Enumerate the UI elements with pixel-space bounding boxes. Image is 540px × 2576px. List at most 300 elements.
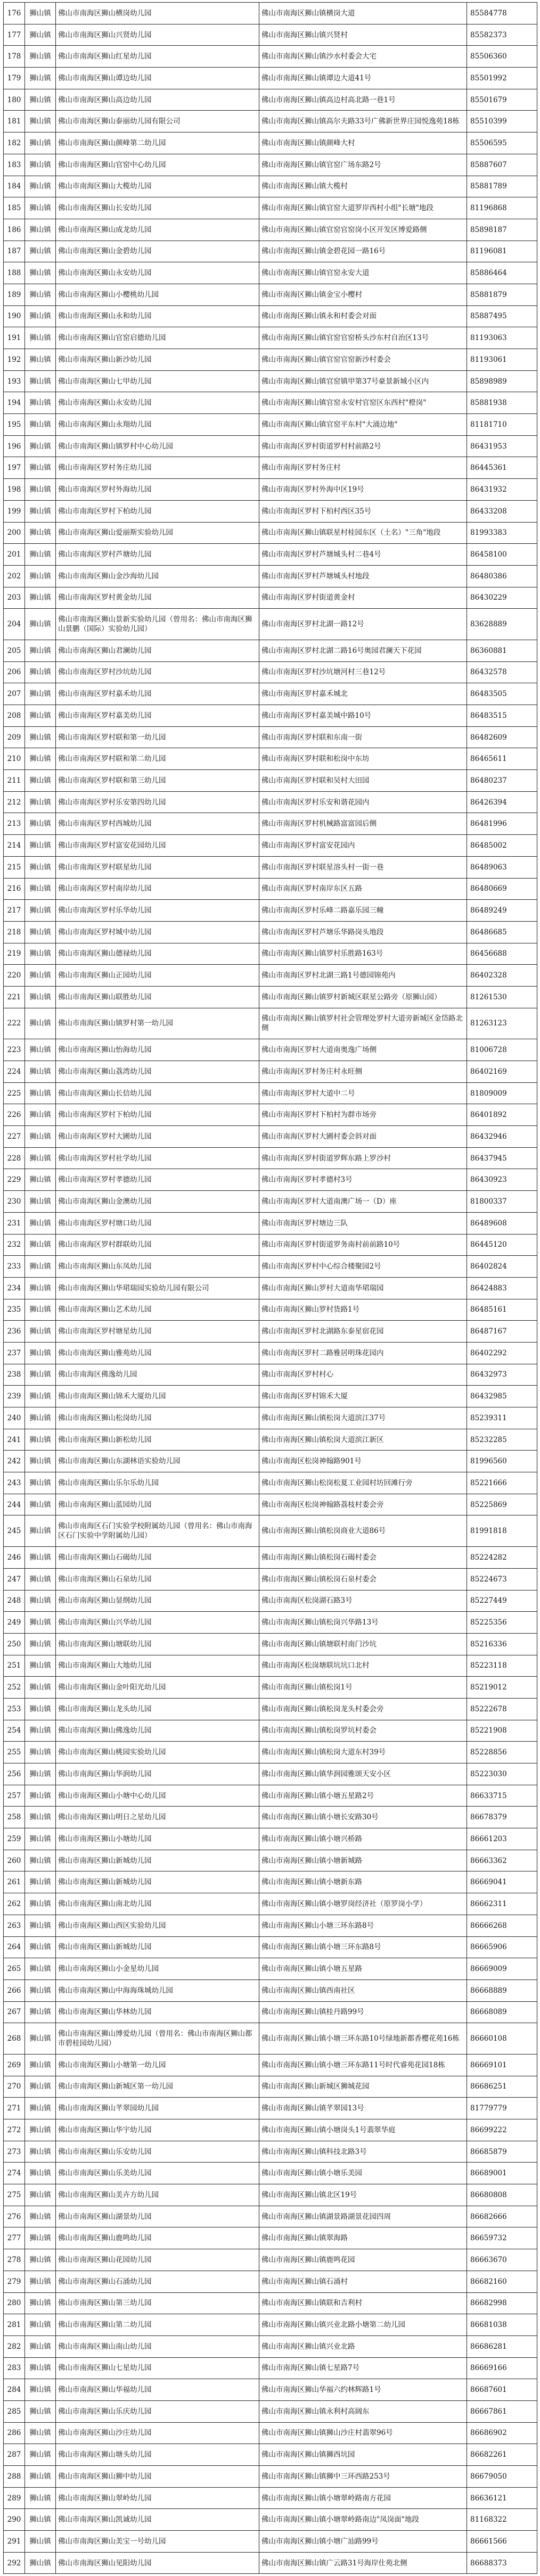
town-cell: 狮山镇 xyxy=(25,1698,56,1720)
town-cell: 狮山镇 xyxy=(25,2292,56,2314)
kindergarten-name: 佛山市南海区狮山见阳幼儿园 xyxy=(56,2552,259,2574)
kindergarten-name: 佛山市南海区狮山第三幼儿园 xyxy=(56,2292,259,2314)
kindergarten-address: 佛山市南海区狮山镇小塘三环东路11号时代睿苑花园18栋 xyxy=(259,2054,467,2076)
phone-number: 81196081 xyxy=(467,241,537,262)
phone-number: 85227449 xyxy=(467,1590,537,1612)
kindergarten-address: 佛山市南海区狮山镇科技北路3号 xyxy=(259,2141,467,2163)
town-cell: 狮山镇 xyxy=(25,111,56,132)
kindergarten-address: 佛山市南海区狮山镇小塘五星路 xyxy=(259,1958,467,1980)
town-cell: 狮山镇 xyxy=(25,2054,56,2076)
kindergarten-address: 佛山市南海区狮山镇松岗石泉村委会 xyxy=(259,1568,467,1590)
kindergarten-name: 佛山市南海区狮山怡海幼儿园 xyxy=(56,1039,259,1061)
kindergarten-address: 佛山市南海区狮山镇石涌村 xyxy=(259,2271,467,2292)
row-number: 263 xyxy=(4,1915,25,1936)
kindergarten-address: 佛山市南海区罗村芦塘乐华路岗头地段 xyxy=(259,921,467,943)
town-cell: 狮山镇 xyxy=(25,2271,56,2292)
town-cell: 狮山镇 xyxy=(25,1871,56,1893)
row-number: 242 xyxy=(4,1451,25,1472)
phone-number: 86486685 xyxy=(467,921,537,943)
row-number: 216 xyxy=(4,878,25,900)
phone-number: 86402169 xyxy=(467,1061,537,1083)
kindergarten-name: 佛山市南海区狮山新城幼儿园 xyxy=(56,1936,259,1958)
phone-number: 86431932 xyxy=(467,479,537,501)
table-row xyxy=(4,500,537,522)
table-row xyxy=(4,479,537,501)
phone-number: 86663670 xyxy=(467,2249,537,2271)
row-number: 228 xyxy=(4,1147,25,1169)
row-number: 195 xyxy=(4,414,25,436)
table-row xyxy=(4,2227,537,2249)
kindergarten-address: 佛山市南海区狮山镇官窑永安村官窑区东西村"橙岗" xyxy=(259,392,467,414)
row-number: 287 xyxy=(4,2444,25,2466)
kindergarten-address: 佛山市南海区罗村嘉美城中路10号 xyxy=(259,705,467,727)
kindergarten-name: 佛山市南海区狮山松岗幼儿园 xyxy=(56,1407,259,1429)
table-row xyxy=(4,705,537,727)
town-cell: 狮山镇 xyxy=(25,1212,56,1234)
kindergarten-name: 佛山市南海区佛逸幼儿园 xyxy=(56,1364,259,1386)
row-number: 276 xyxy=(4,2206,25,2227)
table-row xyxy=(4,921,537,943)
kindergarten-name: 佛山市南海区石门实验学校附属幼儿园（曾用名：佛山市南海区石门实验中学附属幼儿园） xyxy=(56,1515,259,1547)
row-number: 203 xyxy=(4,587,25,609)
town-cell: 狮山镇 xyxy=(25,1850,56,1871)
row-number: 182 xyxy=(4,132,25,154)
kindergarten-address: 佛山市南海区罗村北湖路东泰星宿花园 xyxy=(259,1321,467,1343)
table-row xyxy=(4,2271,537,2292)
phone-number: 86682261 xyxy=(467,2444,537,2466)
table-row xyxy=(4,435,537,457)
table-row xyxy=(4,900,537,922)
phone-number: 85219012 xyxy=(467,1677,537,1699)
kindergarten-name: 佛山市南海区狮山芊翠园幼儿园 xyxy=(56,2098,259,2119)
phone-number: 86430923 xyxy=(467,1169,537,1191)
phone-number: 86432946 xyxy=(467,1126,537,1148)
table-row xyxy=(4,1061,537,1083)
row-number: 226 xyxy=(4,1104,25,1126)
table-row xyxy=(4,2466,537,2488)
town-cell: 狮山镇 xyxy=(25,900,56,922)
row-number: 269 xyxy=(4,2054,25,2076)
kindergarten-name: 佛山市南海区罗村西城幼儿园 xyxy=(56,813,259,835)
kindergarten-address: 佛山市南海区狮山镇松岗1号 xyxy=(259,1677,467,1699)
table-row xyxy=(4,2552,537,2574)
phone-number: 86489063 xyxy=(467,856,537,878)
row-number: 240 xyxy=(4,1407,25,1429)
kindergarten-address: 佛山市南海区狮山松岗松夏工业园村坊回滩行旁 xyxy=(259,1472,467,1494)
phone-number: 86445361 xyxy=(467,457,537,479)
row-number: 221 xyxy=(4,986,25,1008)
kindergarten-address: 佛山市南海区罗村街道罗村村前路2号 xyxy=(259,435,467,457)
kindergarten-address: 佛山市南海区狮山镇松岗大道东村39号 xyxy=(259,1742,467,1763)
table-row xyxy=(4,1893,537,1915)
kindergarten-name: 佛山市南海区狮山新城幼儿园 xyxy=(56,1850,259,1871)
row-number: 273 xyxy=(4,2141,25,2163)
row-number: 285 xyxy=(4,2400,25,2422)
town-cell: 狮山镇 xyxy=(25,1720,56,1742)
phone-number: 86660108 xyxy=(467,2023,537,2055)
phone-number: 86663362 xyxy=(467,1850,537,1871)
table-row xyxy=(4,1472,537,1494)
row-number: 215 xyxy=(4,856,25,878)
row-number: 222 xyxy=(4,1008,25,1039)
town-cell: 狮山镇 xyxy=(25,1547,56,1569)
kindergarten-name: 佛山市南海区狮山中海海珠城幼儿园 xyxy=(56,1979,259,2001)
phone-number: 81181710 xyxy=(467,414,537,436)
phone-number: 86481996 xyxy=(467,813,537,835)
town-cell: 狮山镇 xyxy=(25,2001,56,2023)
kindergarten-address: 佛山市南海区罗村联和东南一街 xyxy=(259,726,467,748)
town-cell: 狮山镇 xyxy=(25,1008,56,1039)
kindergarten-name: 佛山市南海区狮山荔湾幼儿园 xyxy=(56,1061,259,1083)
row-number: 265 xyxy=(4,1958,25,1980)
town-cell: 狮山镇 xyxy=(25,1568,56,1590)
phone-number: 86487167 xyxy=(467,1321,537,1343)
table-row xyxy=(4,176,537,197)
kindergarten-name: 佛山市南海区狮山镇罗村第一幼儿园 xyxy=(56,1008,259,1039)
kindergarten-name: 佛山市南海区狮山金叶阳光幼儿园 xyxy=(56,1677,259,1699)
kindergarten-name: 佛山市南海区狮山兴贤幼儿园 xyxy=(56,24,259,46)
table-row xyxy=(4,748,537,770)
table-row xyxy=(4,522,537,544)
town-cell: 狮山镇 xyxy=(25,1147,56,1169)
row-number: 178 xyxy=(4,46,25,68)
phone-number: 86360881 xyxy=(467,640,537,661)
kindergarten-name: 佛山市南海区狮山南北幼儿园 xyxy=(56,1893,259,1915)
town-cell: 狮山镇 xyxy=(25,878,56,900)
kindergarten-name: 佛山市南海区狮山景新实验幼儿园（曾用名：佛山市南海区狮山景鹏（国际）实验幼儿园） xyxy=(56,609,259,640)
phone-number: 86432973 xyxy=(467,1364,537,1386)
town-cell: 狮山镇 xyxy=(25,1061,56,1083)
row-number: 224 xyxy=(4,1061,25,1083)
phone-number: 86489608 xyxy=(467,1212,537,1234)
kindergarten-name: 佛山市南海区狮山大榄幼儿园 xyxy=(56,176,259,197)
kindergarten-name: 佛山市南海区罗村塘星幼儿园 xyxy=(56,1321,259,1343)
kindergarten-name: 佛山市南海区狮山金澳幼儿园 xyxy=(56,1191,259,1213)
kindergarten-address: 佛山市南海区罗村富安花园内 xyxy=(259,835,467,857)
kindergarten-address: 佛山市南海区罗村街道黄金村 xyxy=(259,587,467,609)
town-cell: 狮山镇 xyxy=(25,1256,56,1278)
phone-number: 86485161 xyxy=(467,1299,537,1321)
phone-number: 86685879 xyxy=(467,2141,537,2163)
row-number: 229 xyxy=(4,1169,25,1191)
table-row xyxy=(4,1451,537,1472)
kindergarten-address: 佛山市南海区狮山镇松岗龙头村委会旁 xyxy=(259,1698,467,1720)
phone-number: 81193061 xyxy=(467,349,537,371)
kindergarten-address: 佛山市南海区狮山镇永和村委会对面 xyxy=(259,305,467,327)
table-row xyxy=(4,2098,537,2119)
kindergarten-address: 佛山市南海区罗村锦禾大厦 xyxy=(259,1386,467,1407)
row-number: 290 xyxy=(4,2509,25,2531)
town-cell: 狮山镇 xyxy=(25,726,56,748)
row-number: 212 xyxy=(4,791,25,813)
table-row xyxy=(4,327,537,349)
table-row xyxy=(4,726,537,748)
kindergarten-name: 佛山市南海区罗村沙坑幼儿园 xyxy=(56,661,259,683)
row-number: 196 xyxy=(4,435,25,457)
row-number: 223 xyxy=(4,1039,25,1061)
kindergarten-address: 佛山市南海区罗村芦塘城头村二巷4号 xyxy=(259,544,467,566)
table-row xyxy=(4,2076,537,2098)
table-row xyxy=(4,1212,537,1234)
table-row xyxy=(4,770,537,792)
town-cell: 狮山镇 xyxy=(25,1958,56,1980)
table-row xyxy=(4,1785,537,1807)
row-number: 188 xyxy=(4,262,25,284)
table-row xyxy=(4,24,537,46)
row-number: 193 xyxy=(4,370,25,392)
town-cell: 狮山镇 xyxy=(25,2422,56,2444)
table-row xyxy=(4,241,537,262)
kindergarten-name: 佛山市南海区罗村社学幼儿园 xyxy=(56,1147,259,1169)
row-number: 200 xyxy=(4,522,25,544)
phone-number: 86667861 xyxy=(467,2400,537,2422)
town-cell: 狮山镇 xyxy=(25,1936,56,1958)
row-number: 280 xyxy=(4,2292,25,2314)
row-number: 213 xyxy=(4,813,25,835)
kindergarten-address: 佛山市南海区狮山镇大榄村 xyxy=(259,176,467,197)
kindergarten-name: 佛山市南海区狮山佛逸幼儿园 xyxy=(56,1720,259,1742)
row-number: 274 xyxy=(4,2163,25,2184)
table-row xyxy=(4,2335,537,2357)
kindergarten-address: 佛山市南海区狮山镇塘联村南门沙坑 xyxy=(259,1633,467,1655)
town-cell: 狮山镇 xyxy=(25,305,56,327)
row-number: 179 xyxy=(4,68,25,89)
kindergarten-address: 佛山市南海区狮山镇小塘兴桥路 xyxy=(259,1828,467,1850)
table-row xyxy=(4,68,537,89)
phone-number: 83628889 xyxy=(467,609,537,640)
town-cell: 狮山镇 xyxy=(25,327,56,349)
town-cell: 狮山镇 xyxy=(25,219,56,241)
table-row xyxy=(4,2023,537,2055)
phone-number: 81196868 xyxy=(467,197,537,219)
phone-number: 86426394 xyxy=(467,791,537,813)
table-row xyxy=(4,262,537,284)
table-row xyxy=(4,1871,537,1893)
kindergarten-address: 佛山市南海区狮山镇小塘三环东路10号绿地新都香樱花苑16栋 xyxy=(259,2023,467,2055)
kindergarten-name: 佛山市南海区狮山艺术幼儿园 xyxy=(56,1299,259,1321)
row-number: 244 xyxy=(4,1494,25,1515)
kindergarten-name: 佛山市南海区罗村嘉禾幼儿园 xyxy=(56,683,259,705)
kindergarten-name: 佛山市南海区罗村富安花园幼儿园 xyxy=(56,835,259,857)
town-cell: 狮山镇 xyxy=(25,522,56,544)
kindergarten-address: 佛山市南海区狮山镇沙水村委会大宅 xyxy=(259,46,467,68)
phone-number: 86661566 xyxy=(467,2531,537,2553)
kindergarten-name: 佛山市南海区罗村芦塘幼儿园 xyxy=(56,544,259,566)
table-row xyxy=(4,1364,537,1386)
town-cell: 狮山镇 xyxy=(25,2314,56,2336)
table-row xyxy=(4,457,537,479)
kindergarten-address: 佛山市南海区狮山镇罗村乐胜路163号 xyxy=(259,943,467,965)
table-row xyxy=(4,1256,537,1278)
kindergarten-name: 佛山市南海区罗村联和第三幼儿园 xyxy=(56,770,259,792)
kindergarten-address: 佛山市南海区狮山镇松岗大道滨江新区 xyxy=(259,1429,467,1451)
phone-number: 85216336 xyxy=(467,1633,537,1655)
kindergarten-address: 佛山市南海区狮山镇谭边大道41号 xyxy=(259,68,467,89)
kindergarten-address: 佛山市南海区狮山镇华润园雅颂天安小区 xyxy=(259,1763,467,1785)
town-cell: 狮山镇 xyxy=(25,1407,56,1429)
row-number: 189 xyxy=(4,284,25,305)
kindergarten-name: 佛山市南海区狮山华福幼儿园 xyxy=(56,2379,259,2401)
kindergarten-name: 佛山市南海区狮山锦禾大厦幼儿园 xyxy=(56,1386,259,1407)
town-cell: 狮山镇 xyxy=(25,1785,56,1807)
phone-number: 86669101 xyxy=(467,2054,537,2076)
phone-number: 86401892 xyxy=(467,1104,537,1126)
kindergarten-name: 佛山市南海区狮山花园幼儿园 xyxy=(56,2249,259,2271)
row-number: 210 xyxy=(4,748,25,770)
kindergarten-name: 佛山市南海区狮山湖景幼儿园 xyxy=(56,2206,259,2227)
town-cell: 狮山镇 xyxy=(25,770,56,792)
phone-number: 81168322 xyxy=(467,2509,537,2531)
row-number: 190 xyxy=(4,305,25,327)
row-number: 239 xyxy=(4,1386,25,1407)
phone-number: 86669041 xyxy=(467,1871,537,1893)
kindergarten-address: 佛山市南海区狮山镇小塘广汕路99号 xyxy=(259,2531,467,2553)
row-number: 278 xyxy=(4,2249,25,2271)
row-number: 260 xyxy=(4,1850,25,1871)
kindergarten-name: 佛山市南海区狮山美宝一号幼儿园 xyxy=(56,2531,259,2553)
phone-number: 81800337 xyxy=(467,1191,537,1213)
phone-number: 85898989 xyxy=(467,370,537,392)
kindergarten-name: 佛山市南海区狮山雅苑幼儿园 xyxy=(56,1342,259,1364)
town-cell: 狮山镇 xyxy=(25,1612,56,1634)
phone-number: 85501679 xyxy=(467,89,537,111)
row-number: 258 xyxy=(4,1807,25,1828)
table-row xyxy=(4,1169,537,1191)
kindergarten-name: 佛山市南海区罗村外海幼儿园 xyxy=(56,479,259,501)
row-number: 207 xyxy=(4,683,25,705)
table-row xyxy=(4,1277,537,1299)
row-number: 191 xyxy=(4,327,25,349)
town-cell: 狮山镇 xyxy=(25,2206,56,2227)
town-cell: 狮山镇 xyxy=(25,392,56,414)
row-number: 211 xyxy=(4,770,25,792)
phone-number: 86480386 xyxy=(467,565,537,587)
kindergarten-address: 佛山市南海区狮山镇松岗商业大道86号 xyxy=(259,1515,467,1547)
kindergarten-address: 佛山市南海区罗村联星溶头村一街一巷 xyxy=(259,856,467,878)
phone-number: 86445120 xyxy=(467,1234,537,1256)
kindergarten-address: 佛山市南海区罗村塘边三队 xyxy=(259,1212,467,1234)
kindergarten-address: 佛山市南海区罗村乐峰二路嘉乐园三幢 xyxy=(259,900,467,922)
town-cell: 狮山镇 xyxy=(25,1299,56,1321)
kindergarten-name: 佛山市南海区罗村南岸幼儿园 xyxy=(56,878,259,900)
row-number: 292 xyxy=(4,2552,25,2574)
table-row xyxy=(4,2509,537,2531)
kindergarten-name: 佛山市南海区狮山兴华幼儿园 xyxy=(56,1612,259,1634)
kindergarten-name: 佛山市南海区罗村下柏幼儿园 xyxy=(56,500,259,522)
table-row xyxy=(4,414,537,436)
phone-number: 86669009 xyxy=(467,1958,537,1980)
phone-number: 85225356 xyxy=(467,1612,537,1634)
kindergarten-name: 佛山市南海区狮山官窑中心幼儿园 xyxy=(56,154,259,176)
kindergarten-address: 佛山市南海区狮山镇联和吉利村 xyxy=(259,2292,467,2314)
table-row xyxy=(4,2249,537,2271)
row-number: 214 xyxy=(4,835,25,857)
kindergarten-name: 佛山市南海区狮山翠岭幼儿园 xyxy=(56,2487,259,2509)
row-number: 267 xyxy=(4,2001,25,2023)
phone-number: 86485002 xyxy=(467,835,537,857)
phone-number: 86665906 xyxy=(467,1936,537,1958)
phone-number: 86456688 xyxy=(467,943,537,965)
row-number: 271 xyxy=(4,2098,25,2119)
kindergarten-address: 佛山市南海区罗村大道南奥逸广场侧 xyxy=(259,1039,467,1061)
table-row xyxy=(4,2379,537,2401)
town-cell: 狮山镇 xyxy=(25,89,56,111)
kindergarten-address: 佛山市南海区狮山镇官窑广场东路2号 xyxy=(259,154,467,176)
kindergarten-name: 佛山市南海区狮山永安幼儿园 xyxy=(56,392,259,414)
phone-number: 81991818 xyxy=(467,1515,537,1547)
kindergarten-name: 佛山市南海区罗村联和第二幼儿园 xyxy=(56,748,259,770)
row-number: 230 xyxy=(4,1191,25,1213)
kindergarten-name: 佛山市南海区狮山正园幼儿园 xyxy=(56,965,259,987)
table-row xyxy=(4,1008,537,1039)
kindergarten-name: 佛山市南海区狮山塘联幼儿园 xyxy=(56,1633,259,1655)
table-row xyxy=(4,392,537,414)
town-cell: 狮山镇 xyxy=(25,457,56,479)
table-row xyxy=(4,2422,537,2444)
phone-number: 86682666 xyxy=(467,2206,537,2227)
kindergarten-name: 佛山市南海区狮山东凤幼儿园 xyxy=(56,1256,259,1278)
kindergarten-address: 佛山市南海区罗村乐安和谐花园内 xyxy=(259,791,467,813)
kindergarten-address: 佛山市南海区狮山镇小塘长安路30号 xyxy=(259,1807,467,1828)
kindergarten-name: 佛山市南海区狮山永和幼儿园 xyxy=(56,305,259,327)
town-cell: 狮山镇 xyxy=(25,2379,56,2401)
kindergarten-address: 佛山市南海区狮山镇西南社区 xyxy=(259,1979,467,2001)
kindergarten-address: 佛山市南海区狮山镇狮中三环西路253号 xyxy=(259,2466,467,2488)
phone-number: 81779779 xyxy=(467,2098,537,2119)
kindergarten-name: 佛山市南海区狮山博爱幼儿园（曾用名：佛山市南海区狮山都市碧桂园幼儿园） xyxy=(56,2023,259,2055)
kindergarten-address: 佛山市南海区狮山镇官窑镇甲第37号豪景新城小区内 xyxy=(259,370,467,392)
town-cell: 狮山镇 xyxy=(25,284,56,305)
phone-number: 85887495 xyxy=(467,305,537,327)
row-number: 259 xyxy=(4,1828,25,1850)
kindergarten-name: 佛山市南海区罗村联和第一幼儿园 xyxy=(56,726,259,748)
phone-number: 86483505 xyxy=(467,683,537,705)
town-cell: 狮山镇 xyxy=(25,640,56,661)
town-cell: 狮山镇 xyxy=(25,1321,56,1343)
table-row xyxy=(4,2141,537,2163)
table-row xyxy=(4,2119,537,2141)
kindergarten-address: 佛山市南海区松岗湖石路3号 xyxy=(259,1590,467,1612)
town-cell: 狮山镇 xyxy=(25,1451,56,1472)
row-number: 289 xyxy=(4,2487,25,2509)
table-row xyxy=(4,1494,537,1515)
town-cell: 狮山镇 xyxy=(25,986,56,1008)
town-cell: 狮山镇 xyxy=(25,1828,56,1850)
kindergarten-name: 佛山市南海区狮山德禄幼儿园 xyxy=(56,943,259,965)
kindergarten-name: 佛山市南海区狮山桃园实验幼儿园 xyxy=(56,1742,259,1763)
row-number: 177 xyxy=(4,24,25,46)
phone-number: 86678379 xyxy=(467,1807,537,1828)
kindergarten-name: 佛山市南海区狮山永安幼儿园 xyxy=(56,262,259,284)
town-cell: 狮山镇 xyxy=(25,1915,56,1936)
table-row xyxy=(4,1234,537,1256)
town-cell: 狮山镇 xyxy=(25,2098,56,2119)
town-cell: 狮山镇 xyxy=(25,2227,56,2249)
kindergarten-name: 佛山市南海区狮山永翔幼儿园 xyxy=(56,414,259,436)
table-row xyxy=(4,1763,537,1785)
kindergarten-name: 佛山市南海区狮山乐庆幼儿园 xyxy=(56,2400,259,2422)
town-cell: 狮山镇 xyxy=(25,943,56,965)
town-cell: 狮山镇 xyxy=(25,2552,56,2574)
phone-number: 86666268 xyxy=(467,1915,537,1936)
kindergarten-name: 佛山市南海区狮山谭边幼儿园 xyxy=(56,68,259,89)
row-number: 183 xyxy=(4,154,25,176)
town-cell: 狮山镇 xyxy=(25,435,56,457)
town-cell: 狮山镇 xyxy=(25,1039,56,1061)
town-cell: 狮山镇 xyxy=(25,2119,56,2141)
phone-number: 86432578 xyxy=(467,661,537,683)
phone-number: 85221908 xyxy=(467,1720,537,1742)
